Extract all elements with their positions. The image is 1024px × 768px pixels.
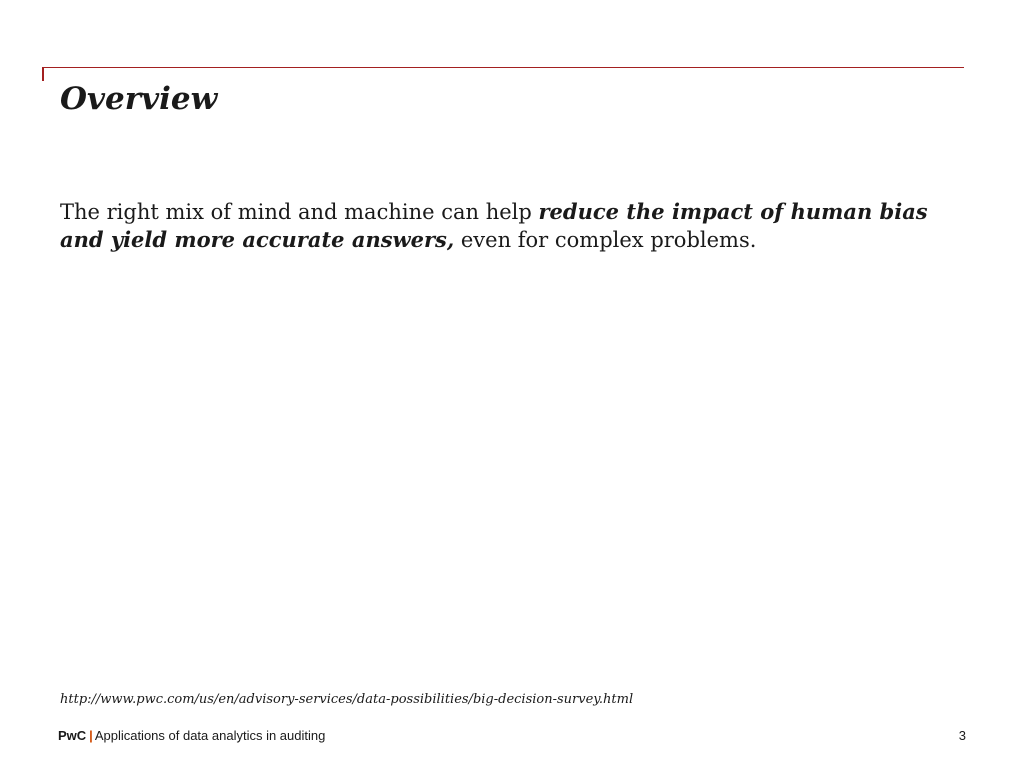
- page-number: 3: [958, 728, 966, 743]
- body-lead-text: The right mix of mind and machine can help: [60, 200, 539, 224]
- source-url: http://www.pwc.com/us/en/advisory-services/data-possibilities/big-decision-survey.html: [60, 692, 634, 707]
- footer: [58, 727, 966, 745]
- slide-title: Overview: [60, 81, 218, 117]
- body-tail-text: even for complex problems.: [454, 228, 757, 252]
- header-rule-tick: [42, 67, 44, 81]
- body-emphasis-text: reduce the impact of human bias and yield more accurate answers,: [60, 199, 928, 252]
- footer-separator: |: [89, 728, 93, 743]
- footer-presentation-title: Applications of data analytics in auditing: [94, 728, 326, 743]
- header-rule: [42, 67, 964, 68]
- body-paragraph: [60, 198, 960, 254]
- footer-brand: PwC: [58, 728, 87, 743]
